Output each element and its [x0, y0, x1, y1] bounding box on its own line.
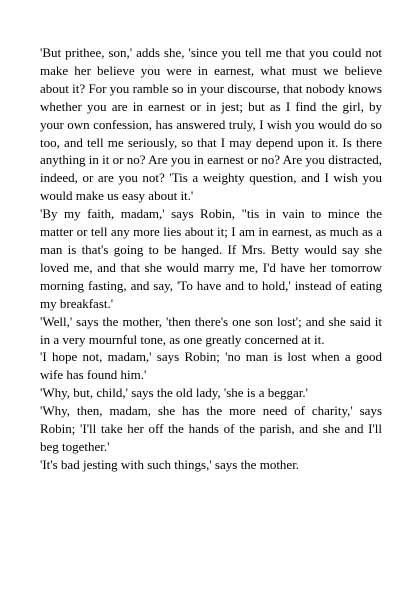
paragraph: 'Why, but, child,' says the old lady, 'she is a beggar.' [40, 385, 308, 401]
paragraph: 'I hope not, madam,' says Robin; 'no man is lost when a good wife has found him.' [40, 349, 382, 383]
paragraph: 'But prithee, son,' adds she, 'since you tell me that you could not make her believe you were in earnest, what must we believe about it? For you ramble so in your discourse, that nobody knows whether you are in earnest or in jest; but as I find the girl, by your own confession, has answered truly, I wish you would do so too, and tell me seriously, so that I may depend upon it. Is there anything in it or no? Are you in earnest or no? Are you distracted, indeed, or are you not? 'Tis a weighty question, and I wish you would make us easy about it.' [40, 45, 382, 204]
paragraph: 'It's bad jesting with such things,' says the mother. [40, 456, 300, 472]
paragraph: 'Well,' says the mother, 'then there's one son lost'; and she said it in a very mournful tone, as one greatly concerned at it. [40, 313, 382, 347]
paragraph: 'Why, then, madam, she has the more need of charity,' says Robin; 'I'll take her off the hands of the parish, and she and I'll beg together.' [40, 403, 382, 454]
paragraph: 'By my faith, madam,' says Robin, "tis in vain to mince the matter or tell any more lies about it; I am in earnest, as much as a man is that's going to be hanged. If Mrs. Betty would say she loved me, and that she would marry me, I'd have her tomorrow morning fasting, and say, 'To have and to hold,' instead of eating my breakfast.' [40, 206, 382, 311]
body-text [40, 44, 382, 474]
